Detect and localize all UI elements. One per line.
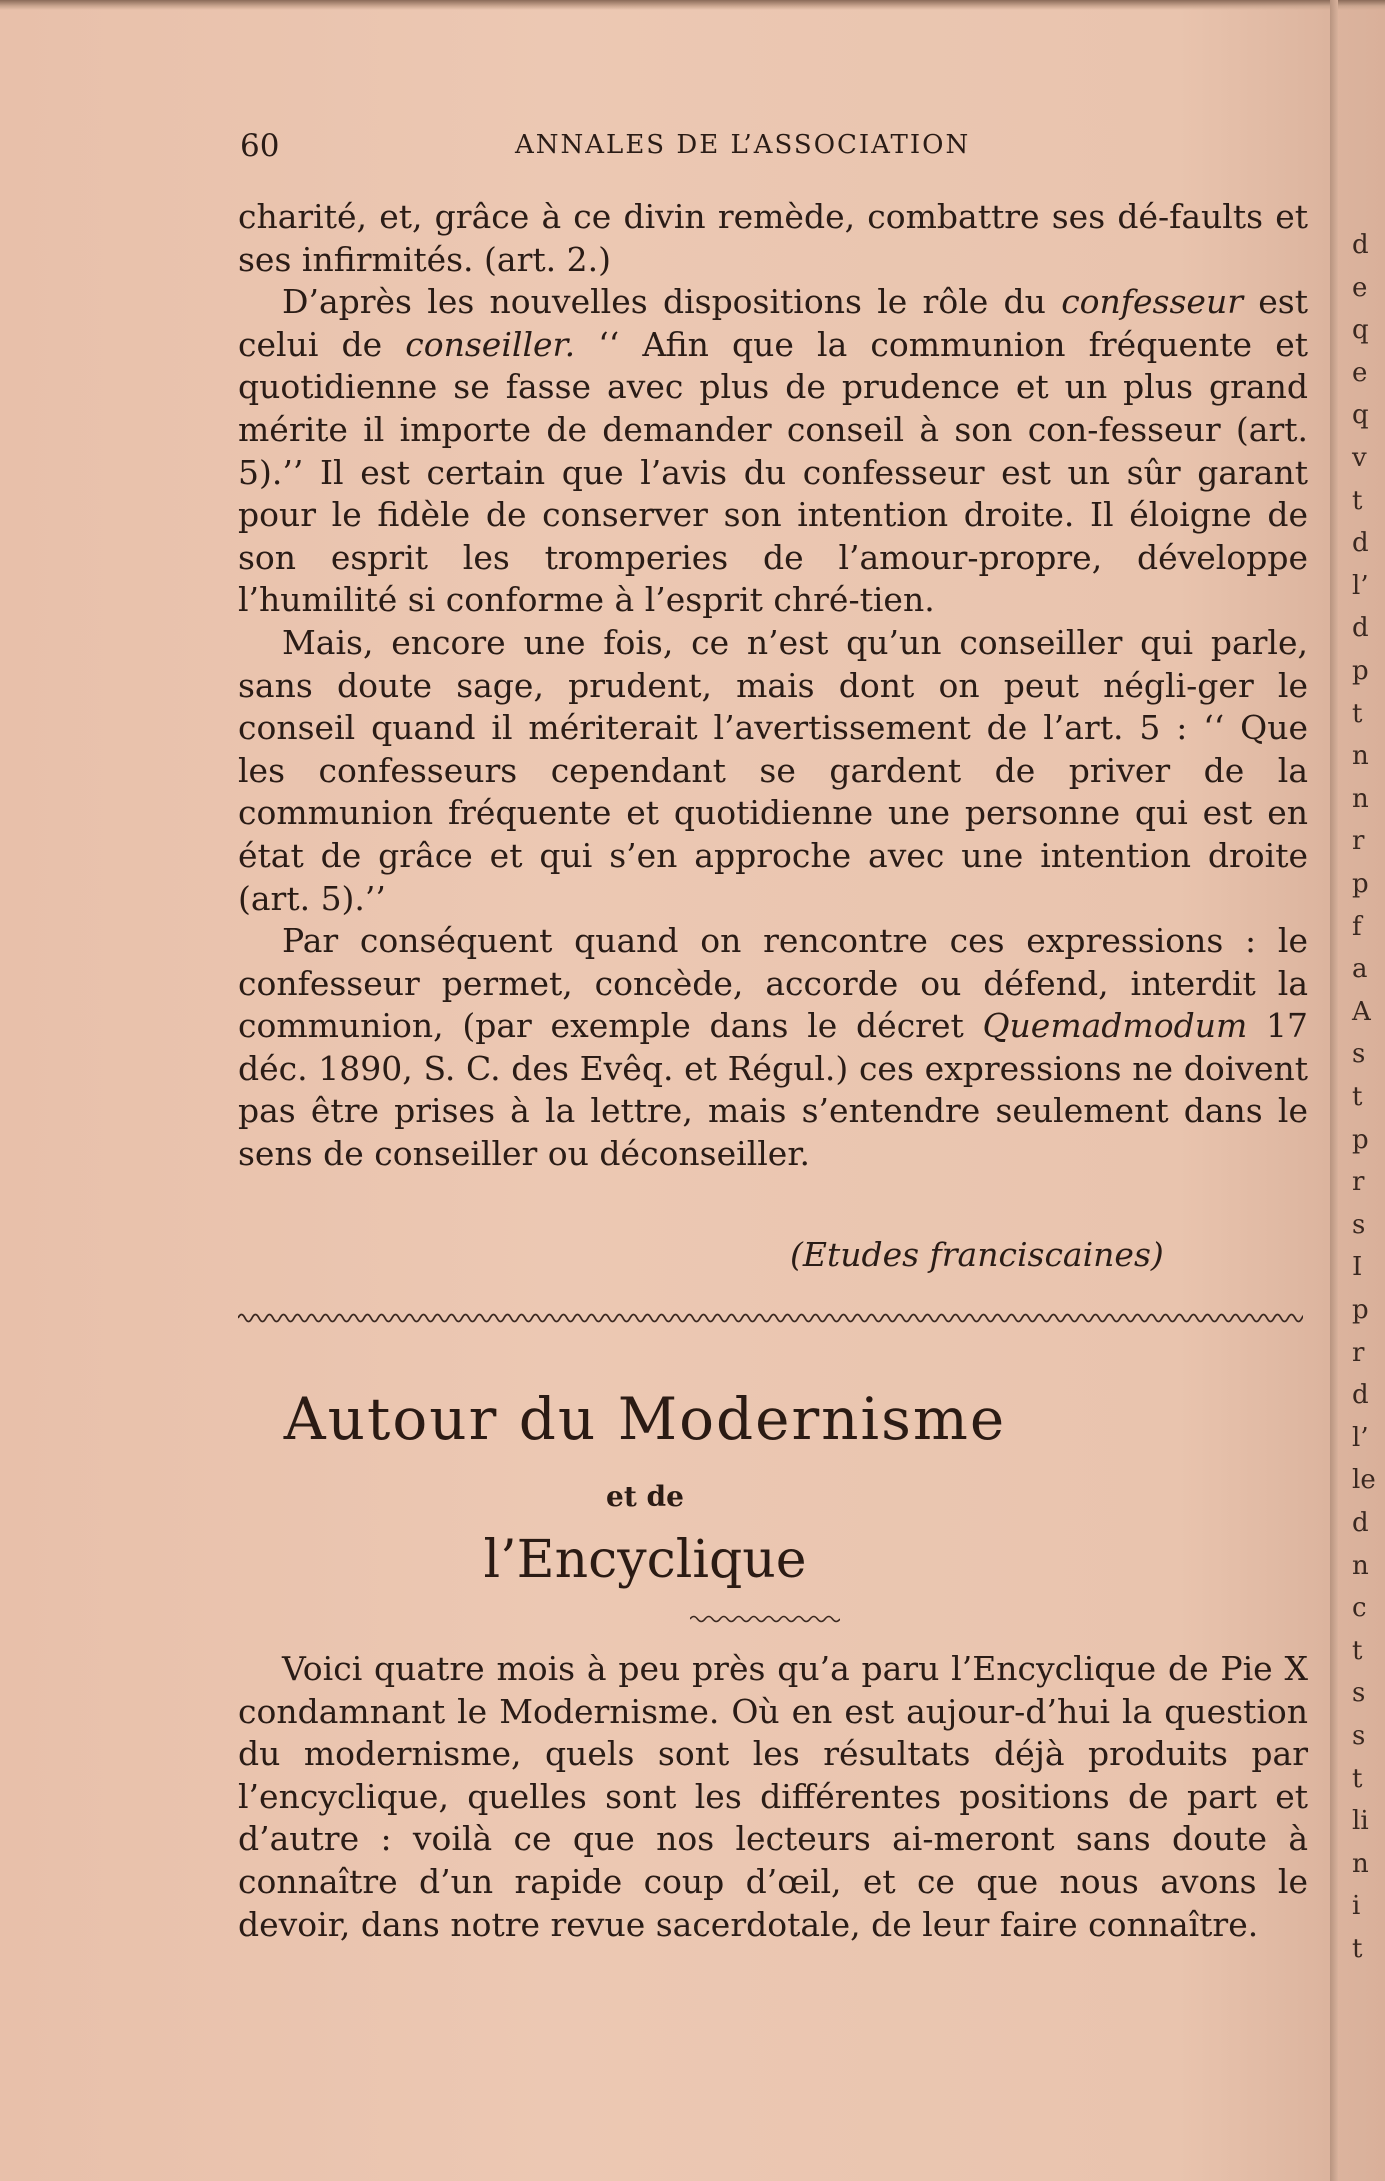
section-title: Autour du Modernisme [283, 1385, 1007, 1453]
paragraph-p1 [238, 196, 1308, 281]
edge-letter: p [1352, 656, 1369, 686]
small-wavy-ornament [690, 1613, 840, 1625]
edge-letter: le [1352, 1465, 1376, 1496]
edge-letter: s [1352, 1678, 1366, 1709]
text-run: est celui de [238, 282, 1308, 364]
italic-term: Quemadmodum [982, 1006, 1248, 1046]
edge-letter: d [1352, 613, 1369, 644]
text-run: D’après les nouvelles dispositions le rôle du [282, 282, 1062, 322]
edge-letter: l’ [1352, 1422, 1369, 1453]
edge-letter: d [1352, 230, 1369, 260]
paragraph-p3 [238, 622, 1308, 920]
paragraph-p2 [238, 281, 1308, 622]
edge-letter: r [1352, 826, 1365, 857]
edge-letter: n [1352, 1550, 1369, 1581]
facing-page-edge [1352, 0, 1385, 2181]
page-header [240, 128, 1300, 168]
edge-letter: I [1352, 1252, 1363, 1283]
edge-letter: r [1352, 1337, 1365, 1368]
wavy-divider [238, 1310, 1303, 1326]
edge-letter: A [1352, 996, 1371, 1027]
edge-letter: s [1352, 1039, 1366, 1070]
edge-letter: li [1352, 1806, 1369, 1837]
edge-letter: p [1352, 1295, 1369, 1325]
edge-letter: v [1352, 443, 1367, 473]
edge-letter: c [1352, 1593, 1367, 1624]
section-title-connector: et de [606, 1480, 684, 1513]
edge-letter: r [1352, 1167, 1365, 1198]
text-run: Mais, encore une fois, ce n’est qu’un conseiller qui parle, sans doute sage, prudent, mais dont on peut négli-ger le conseil quand il mériterait l’avertissement de l’art. 5 : ‘‘ Que les confesseurs cependant se gardent de priver de la communion fréquente et quotidienne une personne qui est en état de grâce et qui s’en approche avec une intention droite (art. 5).’’ [238, 622, 1308, 918]
edge-letter: n [1352, 783, 1369, 814]
edge-letter: d [1352, 1508, 1369, 1538]
edge-letter: t [1352, 698, 1363, 729]
edge-letter: s [1352, 1209, 1366, 1240]
article-body [238, 196, 1308, 1176]
text-run: charité, et, grâce à ce divin remède, combattre ses dé-faults et ses infirmités. (art. 2.) [238, 197, 1308, 279]
section-paragraph-text: Voici quatre mois à peu près qu’a paru l’Encyclique de Pie X condamnant le Modernisme. Où en est aujour-d’hui la question du modernisme, quels sont les résultats déjà produits par l’encyclique, quelles sont les différentes positions de part et d’autre : voilà ce que nos lecteurs ai-meront sans doute à connaître d’un rapide coup d’œil, et ce que nous avons le devoir, dans notre revue sacerdotale, de leur faire connaître. [238, 1649, 1308, 1944]
edge-letter: s [1352, 1721, 1366, 1751]
edge-letter: t [1352, 1635, 1363, 1666]
edge-letter: p [1352, 1124, 1369, 1155]
edge-letter: t [1352, 1934, 1363, 1964]
section-paragraph [238, 1648, 1308, 1946]
edge-letter: e [1352, 357, 1368, 388]
page-number: 60 [240, 128, 280, 164]
text-run: 17 déc. 1890, S. C. des Evêq. et Régul.) ces expressions ne doivent pas être prises à la lettre, mais s’entendre seulement dans le sens de conseiller ou déconseiller. [238, 1006, 1309, 1174]
edge-letter: l’ [1352, 570, 1369, 601]
edge-letter: n [1352, 1848, 1369, 1879]
running-title: ANNALES DE L’ASSOCIATION [515, 130, 971, 160]
edge-letter: p [1352, 869, 1369, 899]
source-attribution: (Etudes franciscaines) [790, 1235, 1164, 1274]
edge-letter: q [1352, 400, 1369, 431]
section-subtitle: l’Encyclique [483, 1530, 807, 1590]
edge-letter: d [1352, 1380, 1369, 1411]
edge-letter: t [1352, 1763, 1363, 1794]
edge-letter: i [1352, 1891, 1361, 1922]
edge-letter: n [1352, 741, 1369, 772]
text-run: ‘‘ Afin que la communion fréquente et quotidienne se fasse avec plus de prudence et un plus grand mérite il importe de demander conseil à son con-fesseur (art. 5).’’ Il est certain que l’avis du confesseur est un sûr garant pour le fidèle de conserver son intention droite. Il éloigne de son esprit les tromperies de l’amour-propre, développe l’humilité si conforme à l’esprit chré-tien. [238, 324, 1308, 620]
edge-letter: f [1352, 911, 1362, 942]
edge-letter: t [1352, 485, 1363, 516]
edge-letter: a [1352, 954, 1368, 985]
page-gutter [1330, 0, 1338, 2181]
edge-letter: e [1352, 272, 1368, 303]
page-top-edge [0, 0, 1385, 10]
edge-letter: d [1352, 528, 1369, 559]
italic-term: confesseur [1061, 282, 1243, 322]
edge-letter: q [1352, 315, 1369, 346]
text-run: Par conséquent quand on rencontre ces expressions : le confesseur permet, concède, accorde ou défend, interdit la communion, (par exemple dans le décret [238, 921, 1308, 1046]
source-title: Etudes franciscaines [802, 1235, 1151, 1274]
italic-term: conseiller. [405, 324, 576, 364]
paragraph-p4 [238, 920, 1308, 1176]
edge-letter: t [1352, 1082, 1363, 1112]
